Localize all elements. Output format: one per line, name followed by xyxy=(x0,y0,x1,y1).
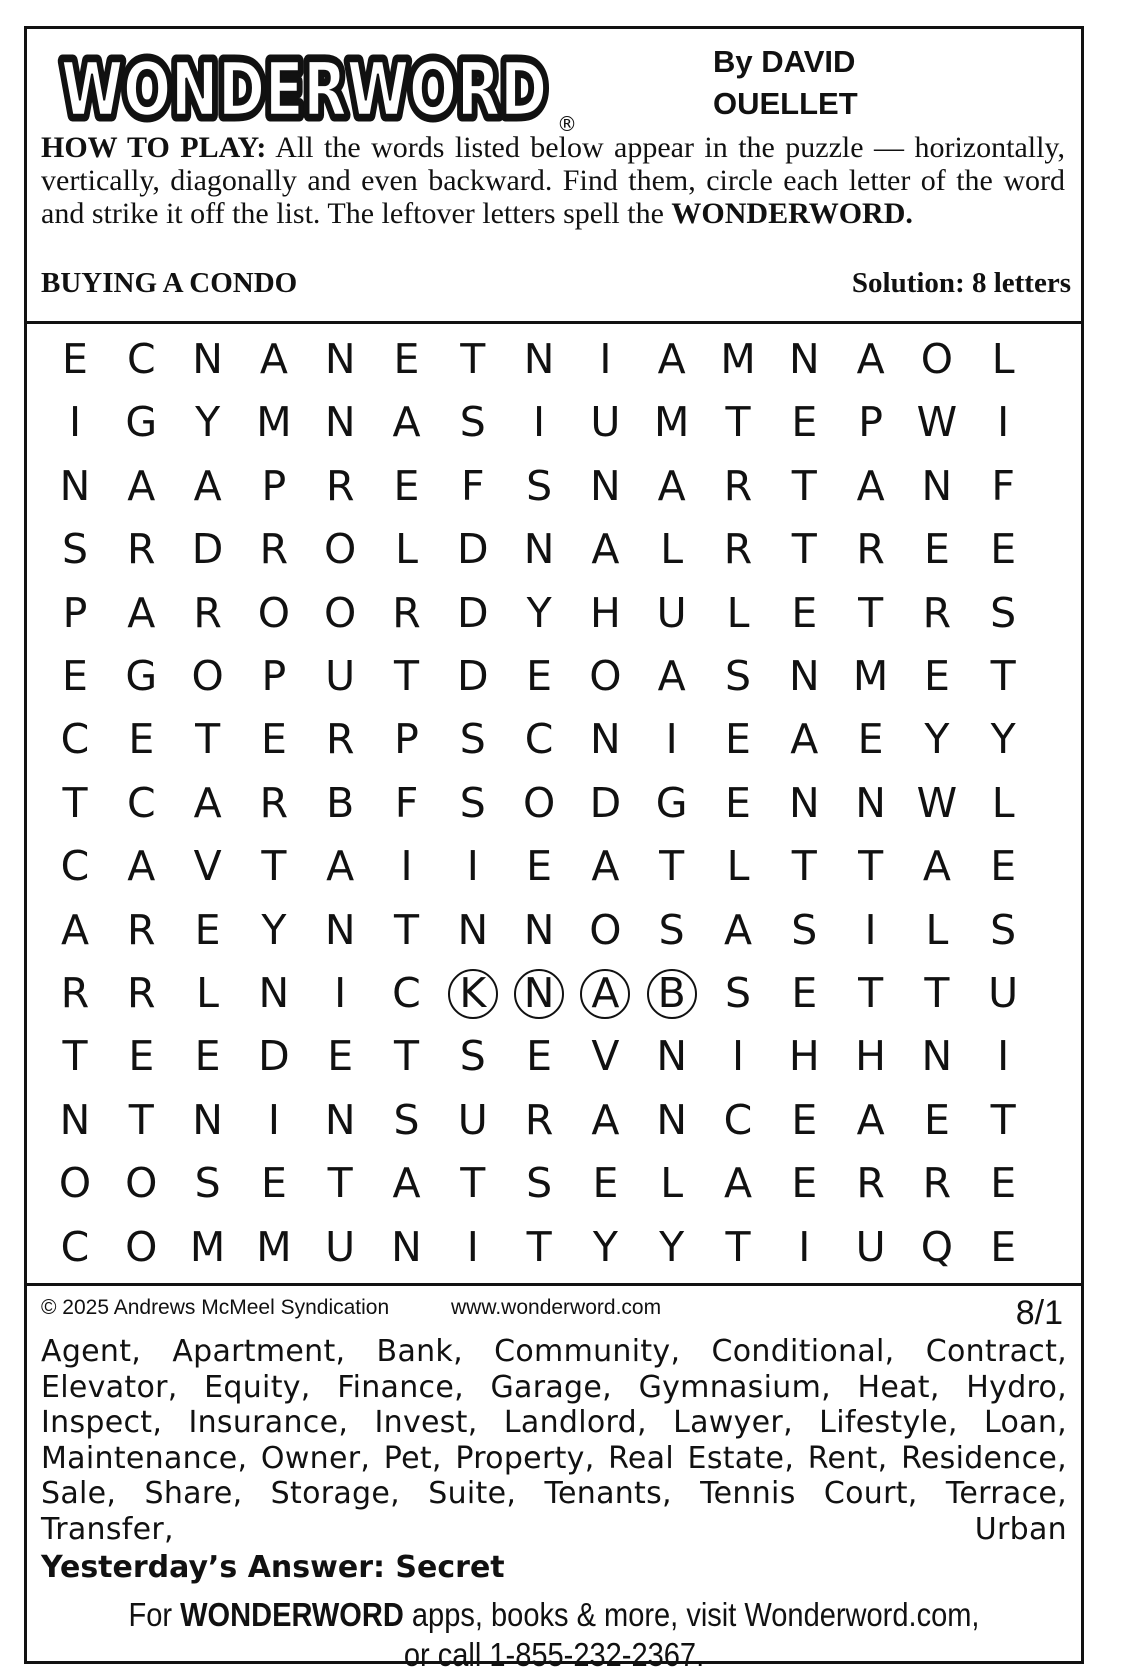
grid-letter[interactable]: S xyxy=(658,905,685,954)
grid-letter[interactable]: O xyxy=(191,652,224,700)
grid-letter[interactable]: O xyxy=(522,778,556,827)
grid-letter[interactable]: E xyxy=(990,842,1017,891)
grid-letter[interactable]: M xyxy=(852,652,889,700)
grid-letter[interactable]: T xyxy=(990,652,1016,700)
grid-letter[interactable]: E xyxy=(327,1032,354,1081)
grid-letter[interactable]: U xyxy=(325,652,356,700)
grid-letter[interactable]: L xyxy=(925,905,949,954)
grid-letter[interactable]: I xyxy=(864,905,877,954)
grid-letter[interactable]: A xyxy=(657,335,686,383)
grid-letter[interactable]: N xyxy=(457,905,489,954)
grid-letter[interactable]: T xyxy=(659,842,685,891)
grid-letter[interactable]: R xyxy=(127,905,156,954)
grid-letter[interactable]: E xyxy=(62,335,88,383)
grid-letter[interactable]: A xyxy=(127,588,156,637)
grid-letter[interactable]: Q xyxy=(920,1222,954,1271)
grid-letter[interactable]: A xyxy=(326,842,355,891)
grid-letter[interactable]: R xyxy=(193,588,222,637)
grid-letter[interactable]: S xyxy=(526,1159,553,1208)
grid-letter[interactable]: E xyxy=(194,1032,221,1081)
grid-letter[interactable]: N xyxy=(788,335,820,383)
grid-letter[interactable]: S xyxy=(791,905,818,954)
grid-letter[interactable]: O xyxy=(257,588,291,637)
grid-letter[interactable]: O xyxy=(324,588,357,637)
grid-letter[interactable]: N xyxy=(324,398,356,447)
grid-letter[interactable]: T xyxy=(195,715,221,764)
grid-letter[interactable]: S xyxy=(61,525,89,574)
grid-letter[interactable]: M xyxy=(256,1222,292,1271)
grid-letter[interactable]: P xyxy=(62,588,88,637)
grid-letter[interactable]: W xyxy=(916,398,958,447)
grid-letter[interactable]: U xyxy=(988,969,1019,1017)
grid-letter[interactable]: N xyxy=(656,1095,688,1144)
grid-letter[interactable]: D xyxy=(191,525,224,574)
grid-letter[interactable]: A xyxy=(392,398,421,447)
grid-letter[interactable]: M xyxy=(654,398,690,447)
grid-letter[interactable]: U xyxy=(457,1095,488,1144)
grid-letter[interactable]: A xyxy=(657,461,686,510)
grid-letter[interactable]: N xyxy=(258,969,290,1017)
grid-letter[interactable]: H xyxy=(855,1032,887,1081)
grid-letter[interactable]: T xyxy=(128,1095,154,1144)
grid-letter[interactable]: E xyxy=(990,1222,1017,1271)
grid-letter[interactable]: B xyxy=(326,778,355,827)
grid-letter[interactable]: N xyxy=(192,1095,223,1144)
grid-letter[interactable]: E xyxy=(990,1159,1017,1208)
grid-letter[interactable]: I xyxy=(798,1222,811,1271)
grid-letter[interactable]: R xyxy=(723,525,753,574)
grid-letter[interactable]: A xyxy=(127,461,156,510)
grid-letter[interactable]: E xyxy=(725,715,751,764)
grid-letter[interactable]: N xyxy=(855,778,886,827)
grid-letter[interactable]: L xyxy=(726,842,750,891)
grid-letter[interactable]: R xyxy=(392,588,421,637)
grid-letter[interactable]: S xyxy=(459,1032,486,1081)
grid-letter[interactable]: E xyxy=(592,1159,619,1208)
grid-letter[interactable]: C xyxy=(60,715,90,764)
grid-letter[interactable]: O xyxy=(920,335,954,383)
grid-letter[interactable]: Y xyxy=(659,1222,685,1271)
grid-letter[interactable]: A xyxy=(392,1159,421,1208)
grid-letter[interactable]: I xyxy=(599,335,612,383)
grid-letter[interactable]: E xyxy=(128,1032,155,1081)
grid-letter[interactable]: N xyxy=(324,335,356,383)
byline-line-2: OUELLET xyxy=(713,86,858,121)
grid-letter[interactable]: G xyxy=(655,778,688,827)
grid-letter[interactable]: E xyxy=(260,715,287,764)
grid-letter[interactable]: L xyxy=(196,969,220,1017)
wonderword-logo xyxy=(57,41,577,141)
promo-brand: WONDERWORD xyxy=(180,1596,404,1633)
divider-top xyxy=(27,321,1081,324)
grid-letter[interactable]: A xyxy=(591,1095,620,1144)
grid-letter[interactable]: I xyxy=(997,398,1010,447)
grid-letter[interactable]: E xyxy=(990,525,1017,574)
grid-letter[interactable]: C xyxy=(392,969,421,1017)
grid-letter[interactable]: A xyxy=(193,778,222,827)
grid-letter[interactable]: E xyxy=(923,1095,950,1144)
grid-letter[interactable]: H xyxy=(788,1032,820,1081)
grid-letter[interactable]: A xyxy=(856,1095,885,1144)
grid-letter[interactable]: E xyxy=(62,652,88,700)
grid-letter[interactable]: G xyxy=(125,398,158,447)
promo-prefix: For xyxy=(128,1596,173,1633)
grid-letter[interactable]: B xyxy=(642,963,702,1023)
grid-letter[interactable]: S xyxy=(393,1095,420,1144)
grid-letter[interactable]: G xyxy=(125,652,158,700)
grid-letter[interactable]: E xyxy=(791,588,818,637)
grid-letter[interactable]: C xyxy=(60,1222,90,1271)
website-link[interactable]: www.wonderword.com xyxy=(451,1296,662,1319)
byline-line-1: By DAVID xyxy=(713,44,856,79)
grid-letter[interactable]: Y xyxy=(924,715,950,764)
grid-letter[interactable]: T xyxy=(460,335,486,383)
grid-letter[interactable]: I xyxy=(731,1032,745,1081)
grid-letter[interactable]: A xyxy=(723,1159,753,1208)
grid-letter[interactable]: S xyxy=(990,905,1017,954)
svg-text:WONDERWORD: WONDERWORD xyxy=(61,47,547,133)
grid-letter[interactable]: S xyxy=(459,398,486,447)
grid-letter[interactable]: T xyxy=(858,842,884,891)
grid-letter[interactable]: T xyxy=(791,461,817,510)
grid-letter[interactable]: R xyxy=(922,1159,952,1208)
grid-letter[interactable]: N xyxy=(788,652,820,700)
how-to-play-label: HOW TO PLAY: xyxy=(41,131,267,164)
promo-line-1-rest: apps, books & more, visit Wonderword.com, xyxy=(411,1596,980,1633)
grid-letter[interactable]: E xyxy=(791,398,818,447)
grid-letter[interactable]: T xyxy=(393,652,420,700)
grid-letter[interactable]: F xyxy=(394,778,419,827)
grid-letter[interactable]: R xyxy=(325,461,355,510)
grid-letter[interactable]: I xyxy=(334,969,347,1017)
grid-letter[interactable]: S xyxy=(459,778,486,827)
grid-letter[interactable]: L xyxy=(991,335,1015,383)
grid-letter[interactable]: O xyxy=(589,905,622,954)
grid-letter[interactable]: U xyxy=(656,588,687,637)
grid-letter[interactable]: T xyxy=(858,588,884,637)
grid-letter[interactable]: C xyxy=(723,1095,753,1144)
grid-letter[interactable]: N xyxy=(788,778,820,827)
grid-letter[interactable]: P xyxy=(261,461,287,510)
grid-letter[interactable]: E xyxy=(526,652,553,700)
grid-letter[interactable]: N xyxy=(921,1032,953,1081)
grid-letter[interactable]: T xyxy=(62,1032,88,1081)
grid-letter[interactable]: A xyxy=(575,963,635,1023)
grid-letter[interactable]: R xyxy=(325,715,355,764)
grid-letter[interactable]: O xyxy=(324,525,357,574)
grid-letter[interactable]: S xyxy=(990,588,1017,637)
grid-letter[interactable]: N xyxy=(656,1032,688,1081)
grid-letter[interactable]: V xyxy=(193,842,222,891)
grid-letter[interactable]: T xyxy=(791,842,817,891)
how-to-play xyxy=(41,131,1065,230)
grid-letter[interactable]: O xyxy=(58,1159,92,1208)
grid-letter[interactable]: C xyxy=(60,842,90,891)
grid-letter[interactable]: D xyxy=(457,652,489,700)
promo-text xyxy=(90,1595,1018,1675)
grid-letter[interactable]: N xyxy=(590,715,621,764)
grid-letter[interactable]: I xyxy=(68,398,82,447)
grid-letter[interactable]: I xyxy=(533,398,546,447)
grid-letter[interactable]: M xyxy=(720,335,756,383)
grid-letter[interactable]: S xyxy=(459,715,486,764)
grid-letter[interactable]: E xyxy=(725,778,751,827)
grid-letter[interactable]: N xyxy=(59,461,91,510)
how-to-play-keyword: WONDERWORD. xyxy=(671,197,913,230)
grid-letter[interactable]: E xyxy=(260,1159,287,1208)
grid-letter[interactable]: T xyxy=(791,525,817,574)
puzzle-theme: BUYING A CONDO xyxy=(41,267,298,299)
letter-grid xyxy=(27,329,1081,1279)
grid-letter[interactable]: A xyxy=(856,461,885,510)
grid-letter[interactable]: R xyxy=(723,461,753,510)
grid-letter[interactable]: R xyxy=(60,969,90,1017)
grid-letter[interactable]: C xyxy=(126,778,156,827)
grid-letter[interactable]: I xyxy=(665,715,678,764)
grid-letter[interactable]: N xyxy=(192,335,223,383)
grid-letter[interactable]: T xyxy=(725,398,751,447)
grid-letter[interactable]: N xyxy=(59,1095,91,1144)
grid-letter[interactable]: D xyxy=(258,1032,290,1081)
grid-letter[interactable]: U xyxy=(325,1222,356,1271)
grid-letter[interactable]: A xyxy=(193,461,222,510)
grid-letter[interactable]: C xyxy=(524,715,554,764)
grid-letter[interactable]: E xyxy=(923,525,950,574)
grid-letter[interactable]: U xyxy=(855,1222,886,1271)
grid-letter[interactable]: T xyxy=(858,969,884,1017)
grid-letter[interactable]: S xyxy=(526,461,553,510)
grid-letter[interactable]: C xyxy=(126,335,156,383)
grid-letter[interactable]: R xyxy=(856,525,885,574)
grid-letter[interactable]: T xyxy=(261,842,287,891)
grid-letter[interactable]: I xyxy=(267,1095,280,1144)
grid-letter[interactable]: Y xyxy=(526,588,552,637)
grid-letter[interactable]: R xyxy=(127,969,156,1017)
grid-letter[interactable]: M xyxy=(189,1222,226,1271)
grid-letter[interactable]: P xyxy=(261,652,287,700)
grid-letter[interactable]: A xyxy=(922,842,951,891)
grid-letter[interactable]: W xyxy=(916,778,958,827)
grid-letter[interactable]: N xyxy=(324,1095,356,1144)
grid-letter[interactable]: P xyxy=(858,398,883,447)
grid-letter[interactable]: S xyxy=(724,969,752,1017)
grid-letter[interactable]: H xyxy=(589,588,621,637)
grid-letter[interactable]: M xyxy=(256,398,292,447)
grid-letter[interactable]: R xyxy=(922,588,952,637)
grid-letter[interactable]: A xyxy=(856,335,885,383)
grid-letter[interactable]: D xyxy=(457,525,489,574)
copyright: © 2025 Andrews McMeel Syndication xyxy=(41,1296,390,1319)
how-to-play-text: All the words listed below appear in the puzzle — horizontally, vertically, diagonally and even backward. Find them, circle each letter of the word and strike it off the list. The leftover letters spell the xyxy=(41,131,1065,230)
grid-letter[interactable]: T xyxy=(393,1032,420,1081)
svg-text:WONDERWORD: WONDERWORD xyxy=(61,47,547,133)
grid-letter[interactable]: I xyxy=(400,842,413,891)
grid-letter[interactable]: R xyxy=(127,525,156,574)
grid-letter[interactable]: A xyxy=(657,652,686,700)
grid-letter[interactable]: E xyxy=(393,461,420,510)
grid-letter[interactable]: I xyxy=(466,1222,479,1271)
grid-letter[interactable]: O xyxy=(589,652,622,700)
grid-letter[interactable]: E xyxy=(791,1095,818,1144)
grid-letter[interactable]: R xyxy=(259,525,289,574)
grid-letter[interactable]: T xyxy=(460,1159,486,1208)
grid-letter[interactable]: E xyxy=(923,652,950,700)
grid-letter[interactable]: N xyxy=(324,905,356,954)
grid-letter[interactable]: A xyxy=(127,842,156,891)
grid-letter[interactable]: L xyxy=(991,778,1015,827)
grid-letter[interactable]: L xyxy=(726,588,750,637)
grid-letter[interactable]: N xyxy=(523,905,555,954)
grid-letter[interactable]: T xyxy=(725,1222,751,1271)
promo-line-1 xyxy=(90,1595,1018,1635)
grid-letter[interactable]: A xyxy=(790,715,819,764)
grid-letter[interactable]: E xyxy=(194,905,221,954)
grid-letter[interactable]: T xyxy=(62,778,88,827)
grid-letter[interactable]: N xyxy=(590,461,621,510)
grid-letter[interactable]: F xyxy=(991,461,1015,510)
grid-letter[interactable]: P xyxy=(394,715,419,764)
solution-length: Solution: 8 letters xyxy=(851,267,1071,299)
author-byline xyxy=(713,41,913,125)
grid-letter[interactable]: R xyxy=(259,778,289,827)
grid-letter[interactable]: V xyxy=(591,1032,620,1081)
grid-letter[interactable]: N xyxy=(509,963,569,1023)
grid-letter[interactable]: Y xyxy=(592,1222,618,1271)
grid-letter[interactable]: I xyxy=(466,842,479,891)
grid-letter[interactable]: O xyxy=(125,1159,158,1208)
grid-letter[interactable]: R xyxy=(524,1095,554,1144)
grid-letter[interactable]: D xyxy=(457,588,489,637)
grid-letter[interactable]: L xyxy=(660,525,684,574)
grid-letter[interactable]: E xyxy=(128,715,155,764)
grid-letter[interactable]: T xyxy=(526,1222,552,1271)
grid-letter[interactable]: O xyxy=(125,1222,158,1271)
grid-letter[interactable]: Y xyxy=(261,905,287,954)
svg-text:®: ® xyxy=(557,112,577,136)
grid-letter[interactable]: T xyxy=(327,1159,353,1208)
grid-letter[interactable]: S xyxy=(724,652,752,700)
grid-letter[interactable]: Y xyxy=(195,398,221,447)
grid-letter[interactable]: A xyxy=(60,905,90,954)
grid-letter[interactable]: N xyxy=(523,525,555,574)
grid-letter[interactable]: I xyxy=(997,1032,1010,1081)
puzzle-frame xyxy=(24,26,1084,1673)
grid-letter[interactable]: R xyxy=(856,1159,885,1208)
grid-letter[interactable]: L xyxy=(660,1159,684,1208)
grid-letter[interactable]: L xyxy=(395,525,418,574)
grid-letter[interactable]: N xyxy=(391,1222,422,1271)
grid-letter[interactable]: K xyxy=(443,963,503,1023)
grid-letter[interactable]: F xyxy=(461,461,485,510)
grid-letter[interactable]: D xyxy=(589,778,622,827)
grid-letter[interactable]: E xyxy=(393,335,420,383)
grid-letter[interactable]: A xyxy=(591,525,620,574)
grid-letter[interactable]: E xyxy=(526,842,553,891)
grid-letter[interactable]: A xyxy=(723,905,753,954)
grid-letter[interactable]: Y xyxy=(990,715,1016,764)
promo-line-2: or call 1-855-232-2367. xyxy=(403,1636,705,1673)
yesterday-answer: Yesterday’s Answer: Secret xyxy=(41,1550,505,1585)
grid-letter[interactable]: N xyxy=(921,461,953,510)
grid-letter[interactable]: E xyxy=(791,969,818,1017)
word-list: Agent, Apartment, Bank, Community, Conditional, Contract, Elevator, Equity, Finance, Garage, Gymnasium, Heat, Hydro, Inspect, Insurance, Invest, Landlord, Lawyer, Lifestyle, Loan, Maintenance, Owner, Pet, Property, Real Estate, Rent, Residence, Sale, Share, Storage, Suite, Tenants, Tennis Court, Terrace, Transfer, Urban xyxy=(41,1334,1067,1547)
grid-letter[interactable]: E xyxy=(791,1159,818,1208)
divider-bottom xyxy=(27,1283,1081,1286)
grid-letter[interactable]: T xyxy=(924,969,950,1017)
grid-letter[interactable]: A xyxy=(591,842,620,891)
grid-letter[interactable]: N xyxy=(523,335,555,383)
grid-letter[interactable]: A xyxy=(259,335,288,383)
grid-letter[interactable]: S xyxy=(194,1159,221,1208)
grid-letter[interactable]: T xyxy=(990,1095,1016,1144)
puzzle-date: 8/1 xyxy=(1015,1294,1063,1332)
grid-letter[interactable]: E xyxy=(526,1032,553,1081)
grid-letter[interactable]: E xyxy=(857,715,884,764)
grid-letter[interactable]: T xyxy=(393,905,420,954)
grid-letter[interactable]: U xyxy=(590,398,621,447)
